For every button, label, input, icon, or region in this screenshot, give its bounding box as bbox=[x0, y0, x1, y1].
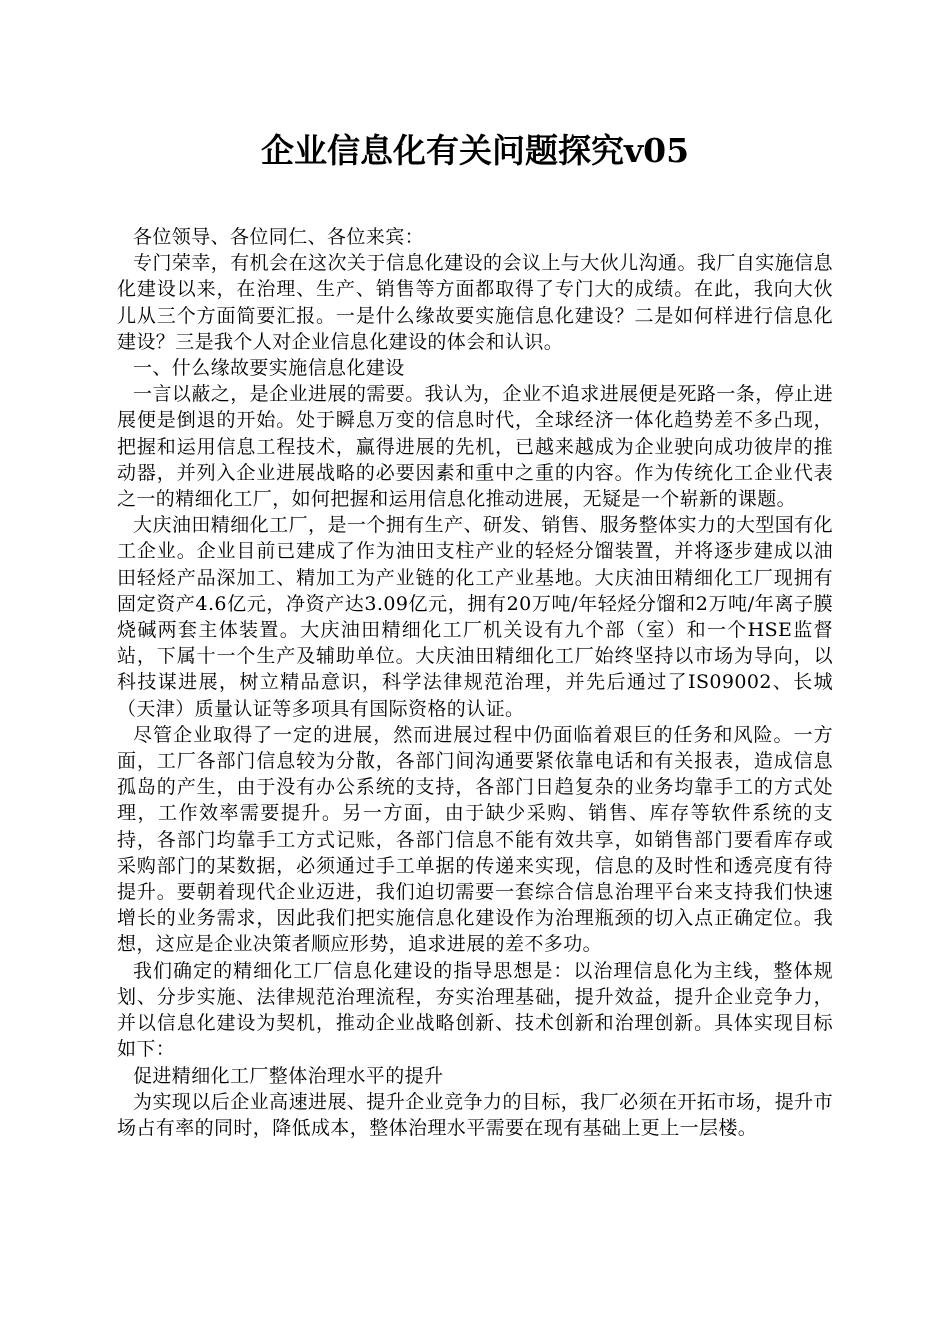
paragraph-guiding-principles: 我们确定的精细化工厂信息化建设的指导思想是：以治理信息化为主线，整体规划、分步实施、法律规范治理流程，夯实治理基础，提升效益，提升企业竞争力，并以信息化建设为契机，推动企业战略创新、技术创新和治理创新。具体实现目标如下： bbox=[117, 959, 833, 1061]
subheading-management-level: 促进精细化工厂整体治理水平的提升 bbox=[133, 1064, 444, 1087]
document-title: 企业信息化有关问题探究v05 bbox=[260, 131, 690, 170]
paragraph-introduction: 专门荣幸，有机会在这次关于信息化建设的会议上与大伙儿沟通。我厂自实施信息化建设以来，在治理、生产、销售等方面都取得了专门大的成绩。在此，我向大伙儿从三个方面简要汇报。一是什么缘故要实施信息化建设？二是如何样进行信息化建设？三是我个人对企业信息化建设的体会和认识。 bbox=[117, 252, 833, 353]
section-heading-1: 一、什么缘故要实施信息化建设 bbox=[133, 357, 405, 380]
paragraph-salutation: 各位领导、各位同仁、各位来宾： bbox=[133, 226, 425, 248]
paragraph-company-profile: 大庆油田精细化工厂，是一个拥有生产、研发、销售、服务整体实力的大型国有化工企业。企业目前已建成了作为油田支柱产业的轻烃分馏装置，并将逐步建成以油田轻烃产品深加工、精加工为产业链的化工产业基地。大庆油田精细化工厂现拥有固定资产4.6亿元，净资产达3.09亿元，拥有20万吨/年轻烃分馏和2万吨/年离子膜烧碱两套主体装置。大庆油田精细化工厂机关设有九个部（室）和一个HSE监督站，下属十一个生产及辅助单位。大庆油田精细化工厂始终坚持以市场为导向，以科技谋进展，树立精品意识，科学法律规范治理，并先后通过了IS09002、长城（天津）质量认证等多项具有国际资格的认证。 bbox=[117, 514, 833, 720]
paragraph-goal: 为实现以后企业高速进展、提升企业竞争力的目标，我厂必须在开拓市场，提升市场占有率的同时，降低成本，整体治理水平需要在现有基础上更上一层楼。 bbox=[117, 1090, 833, 1139]
paragraph-need-for-development: 一言以蔽之，是企业进展的需要。我认为，企业不追求进展便是死路一条，停止进展便是倒退的开始。处于瞬息万变的信息时代，全球经济一体化趋势差不多凸现，把握和运用信息工程技术，赢得进展的先机，已越来越成为企业驶向成功彼岸的推动器，并列入企业进展战略的必要因素和重中之重的内容。作为传统化工企业代表之一的精细化工厂，如何把握和运用信息化推动进展，无疑是一个崭新的课题。 bbox=[117, 383, 833, 511]
document-body bbox=[117, 224, 833, 1141]
paragraph-challenges: 尽管企业取得了一定的进展，然而进展过程中仍面临着艰巨的任务和风险。一方面，工厂各部门信息较为分散，各部门间沟通要紧依靠电话和有关报表，造成信息孤岛的产生，由于没有办公系统的支持，各部门日趋复杂的业务均靠手工的方式处理，工作效率需要提升。另一方面，由于缺少采购、销售、库存等软件系统的支持，各部门均靠手工方式记账，各部门信息不能有效共享，如销售部门要看库存或采购部门的某数据，必须通过手工单据的传递来实现，信息的及时性和透亮度有待提升。要朝着现代企业迈进，我们迫切需要一套综合信息治理平台来支持我们快速增长的业务需求，因此我们把实施信息化建设作为治理瓶颈的切入点正确定位。我想，这应是企业决策者顺应形势，追求进展的差不多功。 bbox=[117, 723, 833, 956]
